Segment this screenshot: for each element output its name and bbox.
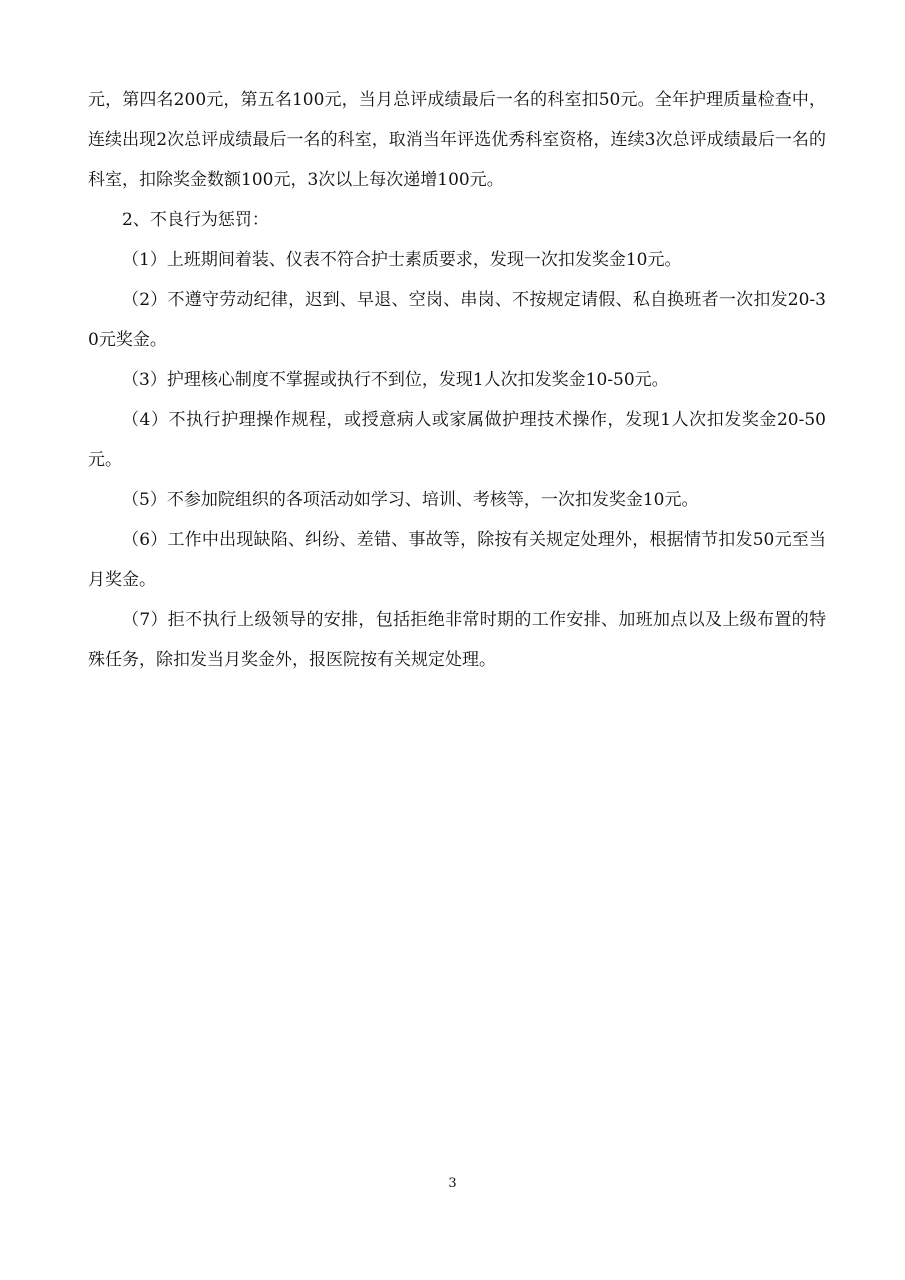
paragraph-continuation: 元，第四名200元，第五名100元，当月总评成绩最后一名的科室扣50元。全年护理质量检查中，连续出现2次总评成绩最后一名的科室，取消当年评选优秀科室资格，连续3次总评成绩最后一名的科室，扣除奖金数额100元，3次以上每次递增100元。 (88, 90, 826, 190)
page-number: 3 (448, 1176, 457, 1191)
rule-item-2: （2）不遵守劳动纪律，迟到、早退、空岗、串岗、不按规定请假、私自换班者一次扣发20-30元奖金。 (88, 290, 826, 350)
rule-item-3: （3）护理核心制度不掌握或执行不到位，发现1人次扣发奖金10-50元。 (122, 370, 669, 390)
rule-item-5: （5）不参加院组织的各项活动如学习、培训、考核等，一次扣发奖金10元。 (122, 490, 699, 510)
section-heading-bad-behavior: 2、不良行为惩罚： (122, 210, 269, 230)
rule-item-7: （7）拒不执行上级领导的安排，包括拒绝非常时期的工作安排、加班加点以及上级布置的特殊任务，除扣发当月奖金外，报医院按有关规定处理。 (88, 610, 826, 670)
rule-item-1: （1）上班期间着装、仪表不符合护士素质要求，发现一次扣发奖金10元。 (122, 250, 682, 270)
rule-item-6: （6）工作中出现缺陷、纠纷、差错、事故等，除按有关规定处理外，根据情节扣发50元至当月奖金。 (88, 530, 826, 590)
rule-item-4: （4）不执行护理操作规程，或授意病人或家属做护理技术操作，发现1人次扣发奖金20-50元。 (88, 410, 826, 470)
document-body (88, 80, 826, 680)
